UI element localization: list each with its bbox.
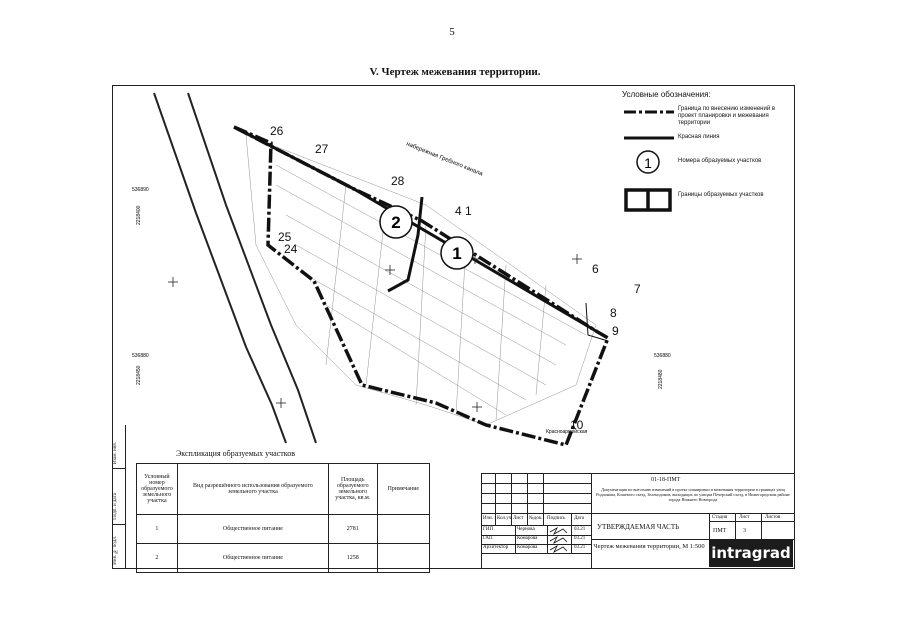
staff-role-2: ГАП bbox=[483, 536, 493, 541]
legend-text-red-line: Красная линия bbox=[678, 134, 720, 140]
grid-label-3: 536880 bbox=[132, 353, 149, 359]
staff-name-3: Комарова bbox=[517, 545, 538, 550]
table-row bbox=[137, 515, 430, 544]
point-1: 1 bbox=[465, 204, 472, 218]
row2-note bbox=[377, 544, 429, 573]
point-4: 4 bbox=[455, 204, 462, 218]
staff-name-1: Чернова bbox=[517, 527, 535, 532]
legend-text-numbers: Номера образуемых участков bbox=[678, 158, 762, 164]
title-block bbox=[481, 473, 795, 569]
stamp-description: Документация по внесению изменений в проект планировки и межевания территории в границах улиц Родионова, Кошевого съезд, Зеленодомов, выходящих по улицам Печерский съезд, в Нижегородском районе города Нижнего Новгорода bbox=[596, 487, 790, 502]
legend-text-parcels: Границы образуемых участков bbox=[678, 192, 764, 198]
signature-marks bbox=[549, 525, 569, 553]
grid-label-1: 536890 bbox=[132, 187, 149, 193]
col-use: Вид разрешённого использования образуемого земельного участка bbox=[177, 464, 328, 515]
stamp-approved: УТВЕРЖДАЕМАЯ ЧАСТЬ bbox=[597, 523, 680, 531]
section-heading: V. Чертеж межевания территории. bbox=[369, 66, 541, 78]
point-10: 10 bbox=[570, 418, 584, 432]
point-28: 28 bbox=[391, 174, 405, 188]
point-6: 6 bbox=[592, 262, 599, 276]
legend-text-boundary: Граница по внесению изменений в проект планировки и межевания территории bbox=[678, 106, 776, 126]
legend-symbols bbox=[622, 102, 678, 214]
explication-panel bbox=[126, 447, 430, 569]
table-row bbox=[137, 544, 430, 573]
point-8: 8 bbox=[610, 306, 617, 320]
stamp-drawing-title: Чертеж межевания территории, М 1:500 bbox=[593, 543, 705, 550]
stamp-col-ndoc: №док. bbox=[529, 516, 543, 521]
legend-title: Условные обозначения: bbox=[622, 90, 711, 99]
page-number: 5 bbox=[449, 26, 455, 38]
row1-number: 1 bbox=[137, 515, 178, 544]
street-label-canal: набережная Гребного канала bbox=[405, 141, 484, 178]
survey-detail bbox=[246, 135, 596, 425]
grid-label-4: 2218450 bbox=[136, 365, 142, 385]
stamp-code: 01-18-ПМТ bbox=[651, 477, 681, 483]
row2-number: 2 bbox=[137, 544, 178, 573]
stamp-col-sign: Подпись bbox=[547, 516, 566, 521]
staff-date-3: 03.21 bbox=[574, 545, 586, 550]
side-label-signature: Подп. и дата bbox=[113, 493, 118, 520]
point-9: 9 bbox=[612, 324, 619, 338]
side-cell-signature bbox=[112, 469, 126, 525]
staff-date-1: 03.21 bbox=[574, 527, 586, 532]
grid-label-6: 2218480 bbox=[658, 369, 664, 389]
explication-table bbox=[136, 463, 430, 573]
point-24: 24 bbox=[284, 242, 298, 256]
row1-area: 2781 bbox=[328, 515, 377, 544]
row2-use: Общественное питание bbox=[177, 544, 328, 573]
stamp-sheets-header: Листов bbox=[765, 515, 781, 520]
street-label-krasnoarmeyskaya: Красноармейская bbox=[546, 429, 588, 435]
row1-note bbox=[377, 515, 429, 544]
stamp-col-koluch: Кол.уч bbox=[497, 516, 512, 521]
point-7: 7 bbox=[634, 282, 641, 296]
parcel-number-2: 2 bbox=[391, 213, 401, 232]
stamp-stage: ПМТ bbox=[713, 528, 727, 534]
intragrad-logo: intragrad bbox=[709, 539, 793, 567]
stamp-col-date: Дата bbox=[574, 516, 584, 521]
red-line bbox=[234, 127, 596, 331]
grid-label-5: 536880 bbox=[654, 353, 671, 359]
row1-use: Общественное питание bbox=[177, 515, 328, 544]
staff-name-2: Комарова bbox=[517, 536, 538, 541]
side-label-inventory: Инв. № подл. bbox=[113, 536, 118, 565]
col-number: Условный номер образуемого земельного участка bbox=[137, 464, 178, 515]
legend bbox=[612, 90, 792, 220]
side-label-replaced: Взам. инв. bbox=[113, 441, 118, 464]
side-cell-inventory bbox=[112, 525, 126, 569]
stamp-stage-header: Стадия bbox=[712, 515, 728, 520]
staff-date-2: 03.21 bbox=[574, 536, 586, 541]
stamp-col-izm: Изм. bbox=[483, 516, 493, 521]
staff-role-3: Архитектор bbox=[483, 545, 509, 550]
stamp-sheet: 3 bbox=[743, 528, 746, 534]
point-26: 26 bbox=[270, 124, 284, 138]
side-cell-replaced bbox=[112, 425, 126, 469]
staff-role-1: ГИП bbox=[483, 527, 494, 532]
stamp-sheet-header: Лист bbox=[739, 515, 750, 520]
explication-title: Экспликация образуемых участков bbox=[176, 449, 296, 458]
parcel-boundary bbox=[234, 127, 608, 445]
point-25: 25 bbox=[278, 230, 292, 244]
col-note: Примечание bbox=[377, 464, 429, 515]
col-area: Площадь образуемого земельного участка, кв.м. bbox=[328, 464, 377, 515]
grid-label-2: 2218400 bbox=[136, 205, 142, 225]
stamp-col-list: Лист bbox=[513, 516, 524, 521]
side-title-strip bbox=[112, 425, 126, 569]
row2-area: 1258 bbox=[328, 544, 377, 573]
point-27: 27 bbox=[315, 142, 329, 156]
parcel-number-1: 1 bbox=[452, 244, 462, 263]
circled-number-symbol: 1 bbox=[644, 155, 652, 171]
